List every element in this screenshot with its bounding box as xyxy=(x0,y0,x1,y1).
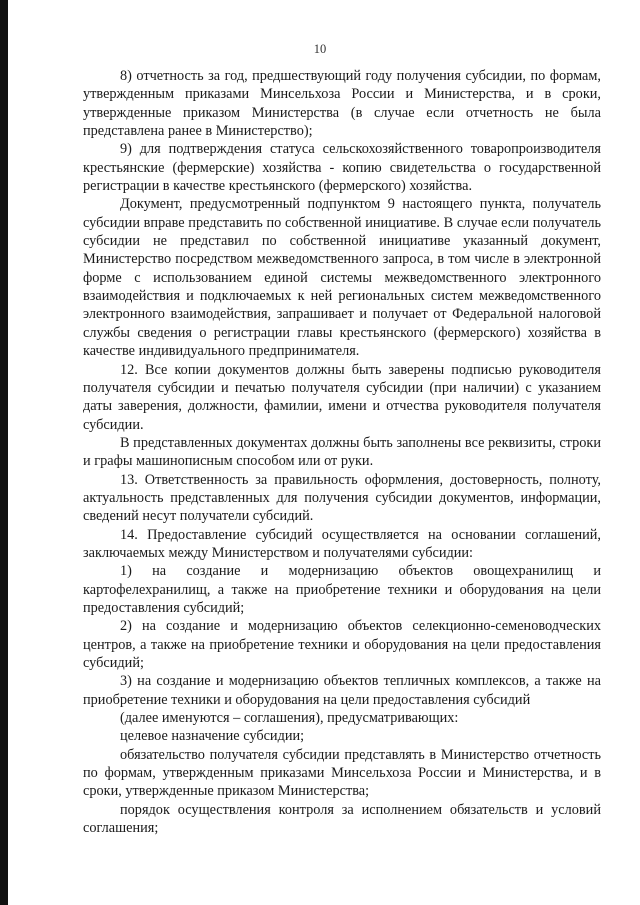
paragraph-clause-13-responsibility: 13. Ответственность за правильность оформления, достоверность, полноту, актуальность представленных для получения субсидии документов, информации, сведений несут получатели субсидий. xyxy=(83,471,601,525)
paragraph-control-procedure: порядок осуществления контроля за исполнением обязательств и условий соглашения; xyxy=(83,801,601,837)
paragraph-clause-12-certification: 12. Все копии документов должны быть заверены подписью руководителя получателя субсидии и печатью получателя субсидии (при наличии) с указанием даты заверения, должности, фамилии, имени и отчества руководителя получателя субсидии. xyxy=(83,361,601,433)
paragraph-item-8-reporting: 8) отчетность за год, предшествующий году получения субсидии, по формам, утвержденным приказами Минсельхоза России и Министерства, и в сроки, утвержденные приказом Министерства (в случае если отчетность не была представлена ранее в Министерство); xyxy=(83,68,601,140)
scan-edge xyxy=(0,0,8,905)
paragraph-document-own-initiative: Документ, предусмотренный подпунктом 9 настоящего пункта, получатель субсидии вправе представить по собственной инициативе. В случае если получатель субсидии не представил по собственной инициативе указанный документ, Министерство посредством межведомственного запроса, в том числе в электронной форме с использованием единой системы межведомственного электронного взаимодействия и подключаемых к ней региональных систем межведомственного электронного взаимодействия, запрашивает и получает от Федеральной налоговой службы сведения о регистрации главы крестьянского (фермерского) хозяйства в качестве индивидуального предпринимателя. xyxy=(83,196,601,360)
paragraph-subclause-2-breeding-centers: 2) на создание и модернизацию объектов селекционно-семеноводческих центров, а также на приобретение техники и оборудования на цели предоставления субсидий; xyxy=(83,618,601,671)
paragraph-item-9-status-confirmation: 9) для подтверждения статуса сельскохозяйственного товаропроизводителя крестьянские (фермерские) хозяйства - копию свидетельства о государственной регистрации в качестве крестьянского (фермерского) хозяйства. xyxy=(83,141,601,195)
paragraph-clause-14-agreements: 14. Предоставление субсидий осуществляется на основании соглашений, заключаемых между Министерством и получателями субсидии: xyxy=(83,526,601,561)
page-number: 10 xyxy=(313,42,327,56)
paragraph-subclause-1-storage: 1) на создание и модернизацию объектов овощехранилищ и картофелехранилищ, а также на приобретение техники и оборудования на цели предоставления субсидий; xyxy=(83,563,601,616)
document-body xyxy=(83,67,601,837)
paragraph-target-purpose: целевое назначение субсидии; xyxy=(120,728,305,745)
paragraph-reporting-obligation: обязательство получателя субсидии представлять в Министерство отчетность по формам, утвержденным приказами Минсельхоза России и Министерства, и в сроки, утвержденные приказом Министерства; xyxy=(83,746,601,800)
paragraph-agreements-provide: (далее именуются – соглашения), предусматривающих: xyxy=(120,710,459,727)
paragraph-subclause-3-greenhouses: 3) на создание и модернизацию объектов тепличных комплексов, а также на приобретение техники и оборудования на цели предоставления субсидий xyxy=(83,673,601,708)
paragraph-requisites-filled: В представленных документах должны быть заполнены все реквизиты, строки и графы машинописным способом или от руки. xyxy=(83,434,601,470)
